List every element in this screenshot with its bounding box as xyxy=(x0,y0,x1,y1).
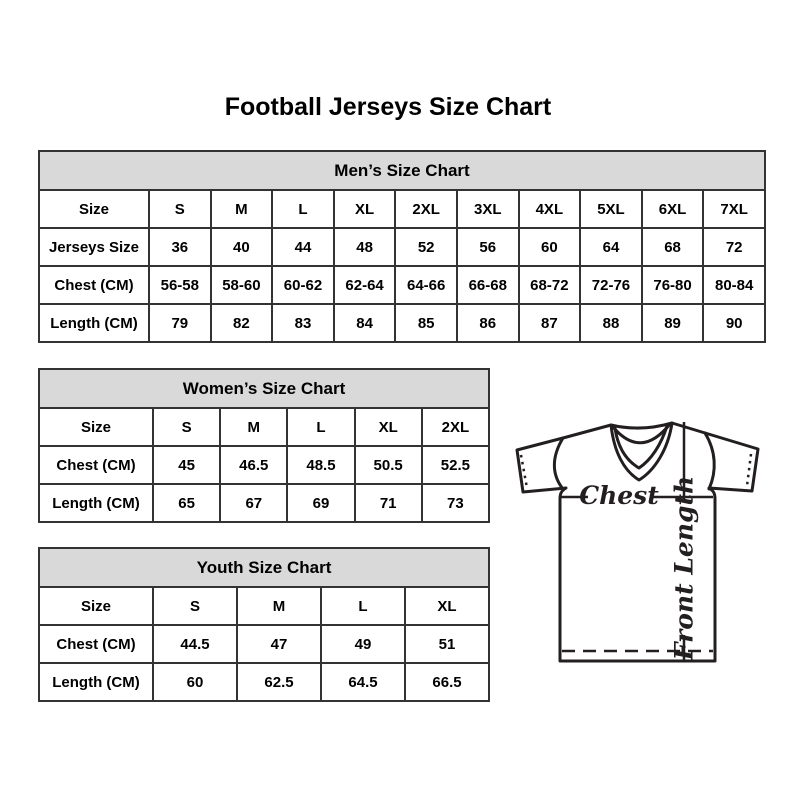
row-label-cell: Size xyxy=(39,587,153,625)
size-value-cell: 86 xyxy=(457,304,519,342)
size-value-cell: 68-72 xyxy=(519,266,581,304)
size-value-cell: 89 xyxy=(642,304,704,342)
size-value-cell: 2XL xyxy=(422,408,489,446)
size-value-cell: 60 xyxy=(153,663,237,701)
row-label-cell: Length (CM) xyxy=(39,484,153,522)
row-label-cell: Chest (CM) xyxy=(39,446,153,484)
size-value-cell: S xyxy=(149,190,211,228)
table-header-row xyxy=(39,548,489,587)
size-value-cell: S xyxy=(153,587,237,625)
page-title: Football Jerseys Size Chart xyxy=(224,93,552,121)
size-row xyxy=(39,587,489,625)
size-value-cell: M xyxy=(237,587,321,625)
size-value-cell: 87 xyxy=(519,304,581,342)
size-value-cell: 64-66 xyxy=(395,266,457,304)
size-value-cell: 76-80 xyxy=(642,266,704,304)
size-value-cell: 36 xyxy=(149,228,211,266)
size-value-cell: 44.5 xyxy=(153,625,237,663)
size-value-cell: 46.5 xyxy=(220,446,287,484)
row-label-cell: Chest (CM) xyxy=(39,625,153,663)
size-value-cell: 58-60 xyxy=(211,266,273,304)
row-label-cell: Length (CM) xyxy=(39,663,153,701)
size-value-cell: S xyxy=(153,408,220,446)
jersey-outline xyxy=(517,423,758,661)
row-label-cell: Size xyxy=(39,408,153,446)
size-row xyxy=(39,408,489,446)
size-value-cell: 71 xyxy=(355,484,422,522)
size-value-cell: 64.5 xyxy=(321,663,405,701)
size-value-cell: 2XL xyxy=(395,190,457,228)
size-value-cell: 48.5 xyxy=(287,446,354,484)
size-value-cell: XL xyxy=(334,190,396,228)
size-value-cell: 72 xyxy=(703,228,765,266)
size-value-cell: 68 xyxy=(642,228,704,266)
armhole-seam-left xyxy=(554,438,563,489)
cuff-stitch-right-icon xyxy=(747,454,751,486)
size-value-cell: XL xyxy=(405,587,489,625)
table-header-row xyxy=(39,151,765,190)
size-row xyxy=(39,484,489,522)
size-value-cell: 62.5 xyxy=(237,663,321,701)
armhole-seam-right xyxy=(705,433,714,489)
mens-size-table xyxy=(38,150,766,343)
size-row xyxy=(39,304,765,342)
size-value-cell: 4XL xyxy=(519,190,581,228)
size-value-cell: 66-68 xyxy=(457,266,519,304)
size-row xyxy=(39,190,765,228)
row-label-cell: Jerseys Size xyxy=(39,228,149,266)
size-value-cell: 83 xyxy=(272,304,334,342)
size-value-cell: 88 xyxy=(580,304,642,342)
size-value-cell: M xyxy=(220,408,287,446)
size-value-cell: 85 xyxy=(395,304,457,342)
size-row xyxy=(39,266,765,304)
size-value-cell: 67 xyxy=(220,484,287,522)
size-value-cell: L xyxy=(272,190,334,228)
size-value-cell: 66.5 xyxy=(405,663,489,701)
youth-table-title: Youth Size Chart xyxy=(39,548,489,587)
size-value-cell: 52 xyxy=(395,228,457,266)
size-value-cell: 64 xyxy=(580,228,642,266)
size-value-cell: 80-84 xyxy=(703,266,765,304)
jersey-measurement-diagram xyxy=(502,404,798,686)
size-value-cell: XL xyxy=(355,408,422,446)
size-value-cell: 60-62 xyxy=(272,266,334,304)
size-value-cell: 45 xyxy=(153,446,220,484)
size-row xyxy=(39,625,489,663)
womens-size-table xyxy=(38,368,490,523)
size-value-cell: 82 xyxy=(211,304,273,342)
size-value-cell: L xyxy=(287,408,354,446)
table-header-row xyxy=(39,369,489,408)
size-value-cell: 79 xyxy=(149,304,211,342)
chest-label: Chest xyxy=(579,481,659,510)
size-value-cell: M xyxy=(211,190,273,228)
womens-table-title: Women’s Size Chart xyxy=(39,369,489,408)
size-value-cell: 73 xyxy=(422,484,489,522)
size-value-cell: 50.5 xyxy=(355,446,422,484)
size-value-cell: 84 xyxy=(334,304,396,342)
size-value-cell: 62-64 xyxy=(334,266,396,304)
size-row xyxy=(39,446,489,484)
size-value-cell: 5XL xyxy=(580,190,642,228)
size-row xyxy=(39,228,765,266)
size-value-cell: 49 xyxy=(321,625,405,663)
size-value-cell: 52.5 xyxy=(422,446,489,484)
size-value-cell: 72-76 xyxy=(580,266,642,304)
size-value-cell: 47 xyxy=(237,625,321,663)
size-value-cell: 3XL xyxy=(457,190,519,228)
mens-table-title: Men’s Size Chart xyxy=(39,151,765,190)
row-label-cell: Length (CM) xyxy=(39,304,149,342)
size-value-cell: 48 xyxy=(334,228,396,266)
size-value-cell: 60 xyxy=(519,228,581,266)
size-value-cell: 44 xyxy=(272,228,334,266)
size-value-cell: 56 xyxy=(457,228,519,266)
size-value-cell: 40 xyxy=(211,228,273,266)
size-value-cell: 90 xyxy=(703,304,765,342)
size-value-cell: L xyxy=(321,587,405,625)
row-label-cell: Size xyxy=(39,190,149,228)
youth-size-table xyxy=(38,547,490,702)
size-value-cell: 6XL xyxy=(642,190,704,228)
size-row xyxy=(39,663,489,701)
size-value-cell: 7XL xyxy=(703,190,765,228)
row-label-cell: Chest (CM) xyxy=(39,266,149,304)
size-value-cell: 56-58 xyxy=(149,266,211,304)
front-length-label: Front Length xyxy=(669,475,699,661)
size-value-cell: 65 xyxy=(153,484,220,522)
size-value-cell: 69 xyxy=(287,484,354,522)
size-value-cell: 51 xyxy=(405,625,489,663)
